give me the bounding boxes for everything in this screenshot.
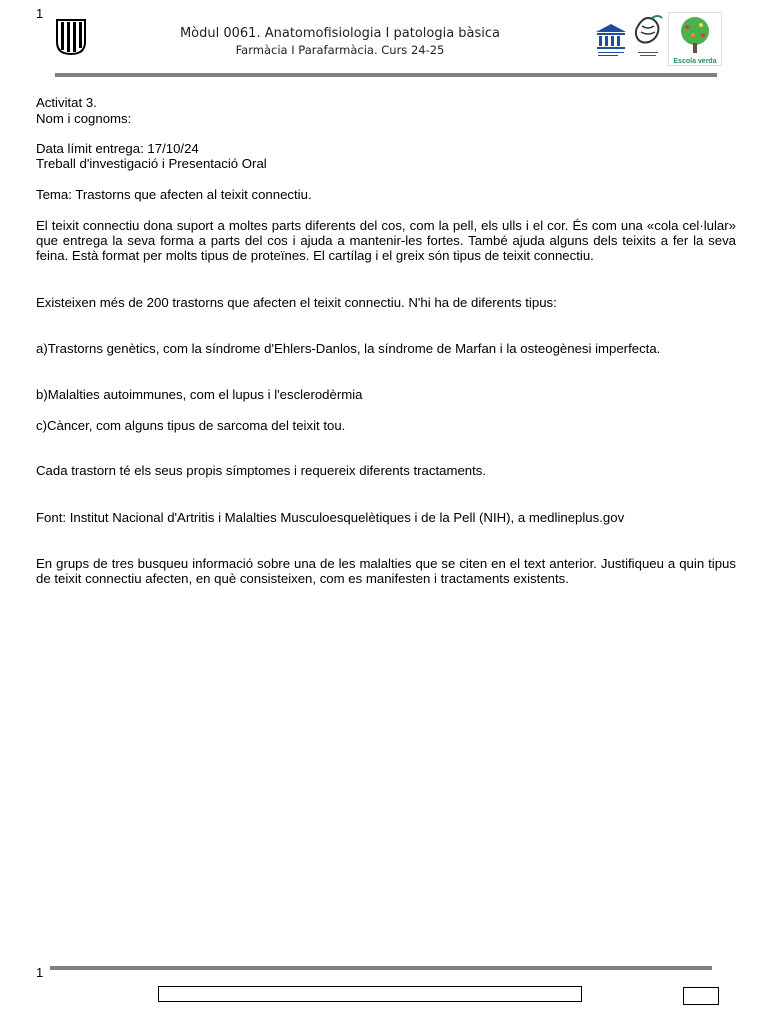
name-field-label: Nom i cognoms: bbox=[36, 111, 132, 126]
escola-verda-label: Escola verda bbox=[673, 58, 717, 65]
page-number-top: 1 bbox=[36, 6, 44, 21]
escola-verda-logo bbox=[668, 12, 722, 66]
page-number-bottom: 1 bbox=[36, 965, 44, 980]
list-item-b: b)Malalties autoimmunes, com el lupus i l'esclerodèrmia bbox=[36, 387, 363, 402]
footer-text-box bbox=[158, 986, 582, 1002]
intro-paragraph: El teixit connectiu dona suport a moltes parts diferents del cos, com la pell, els ulls i el cor. És com una «cola cel·lular» que entrega la seva forma a parts del cos i ajuda a mantenir-les fortes. També ajuda alguns dels teixits a fer la seva feina. Està format per molts tipus de proteïnes. El cartílag i el greix són tipus de teixit connectiu. bbox=[36, 218, 736, 263]
count-sentence: Existeixen més de 200 trastorns que afecten el teixit connectiu. N'hi ha de diferents tipus: bbox=[36, 295, 557, 310]
unesco-logo bbox=[594, 22, 628, 65]
footer-page-box bbox=[683, 987, 719, 1005]
topic-text: Tema: Trastorns que afecten al teixit connectiu. bbox=[36, 187, 312, 202]
work-type-text: Treball d'investigació i Presentació Oral bbox=[36, 156, 267, 171]
deadline-text: Data límit entrega: 17/10/24 bbox=[36, 141, 199, 156]
activity-heading: Activitat 3. bbox=[36, 95, 97, 110]
generalitat-logo bbox=[55, 18, 87, 61]
course-subtitle: Farmàcia I Parafarmàcia. Curs 24-25 bbox=[235, 43, 445, 57]
school-network-logo bbox=[632, 14, 664, 67]
symptoms-sentence: Cada trastorn té els seus propis símptomes i requereix diferents tractaments. bbox=[36, 463, 487, 478]
tree-icon bbox=[669, 13, 721, 55]
list-item-c: c)Càncer, com alguns tipus de sarcoma del teixit tou. bbox=[36, 418, 346, 433]
module-title: Mòdul 0061. Anatomofisiologia I patologia bàsica bbox=[179, 26, 501, 41]
header-divider bbox=[55, 73, 717, 77]
source-citation: Font: Institut Nacional d'Artritis i Malalties Musculoesquelètiques i de la Pell (NIH), a medlineplus.gov bbox=[36, 510, 625, 525]
footer-divider bbox=[50, 966, 712, 970]
list-item-a: a)Trastorns genètics, com la síndrome d'Ehlers-Danlos, la síndrome de Marfan i la osteogènesi imperfecta. bbox=[36, 341, 661, 356]
task-paragraph: En grups de tres busqueu informació sobre una de les malalties que se citen en el text anterior. Justifiqueu a quin tipus de teixit connectiu afecten, en què consisteixen, com es manifesten i tractaments existents. bbox=[36, 556, 736, 586]
